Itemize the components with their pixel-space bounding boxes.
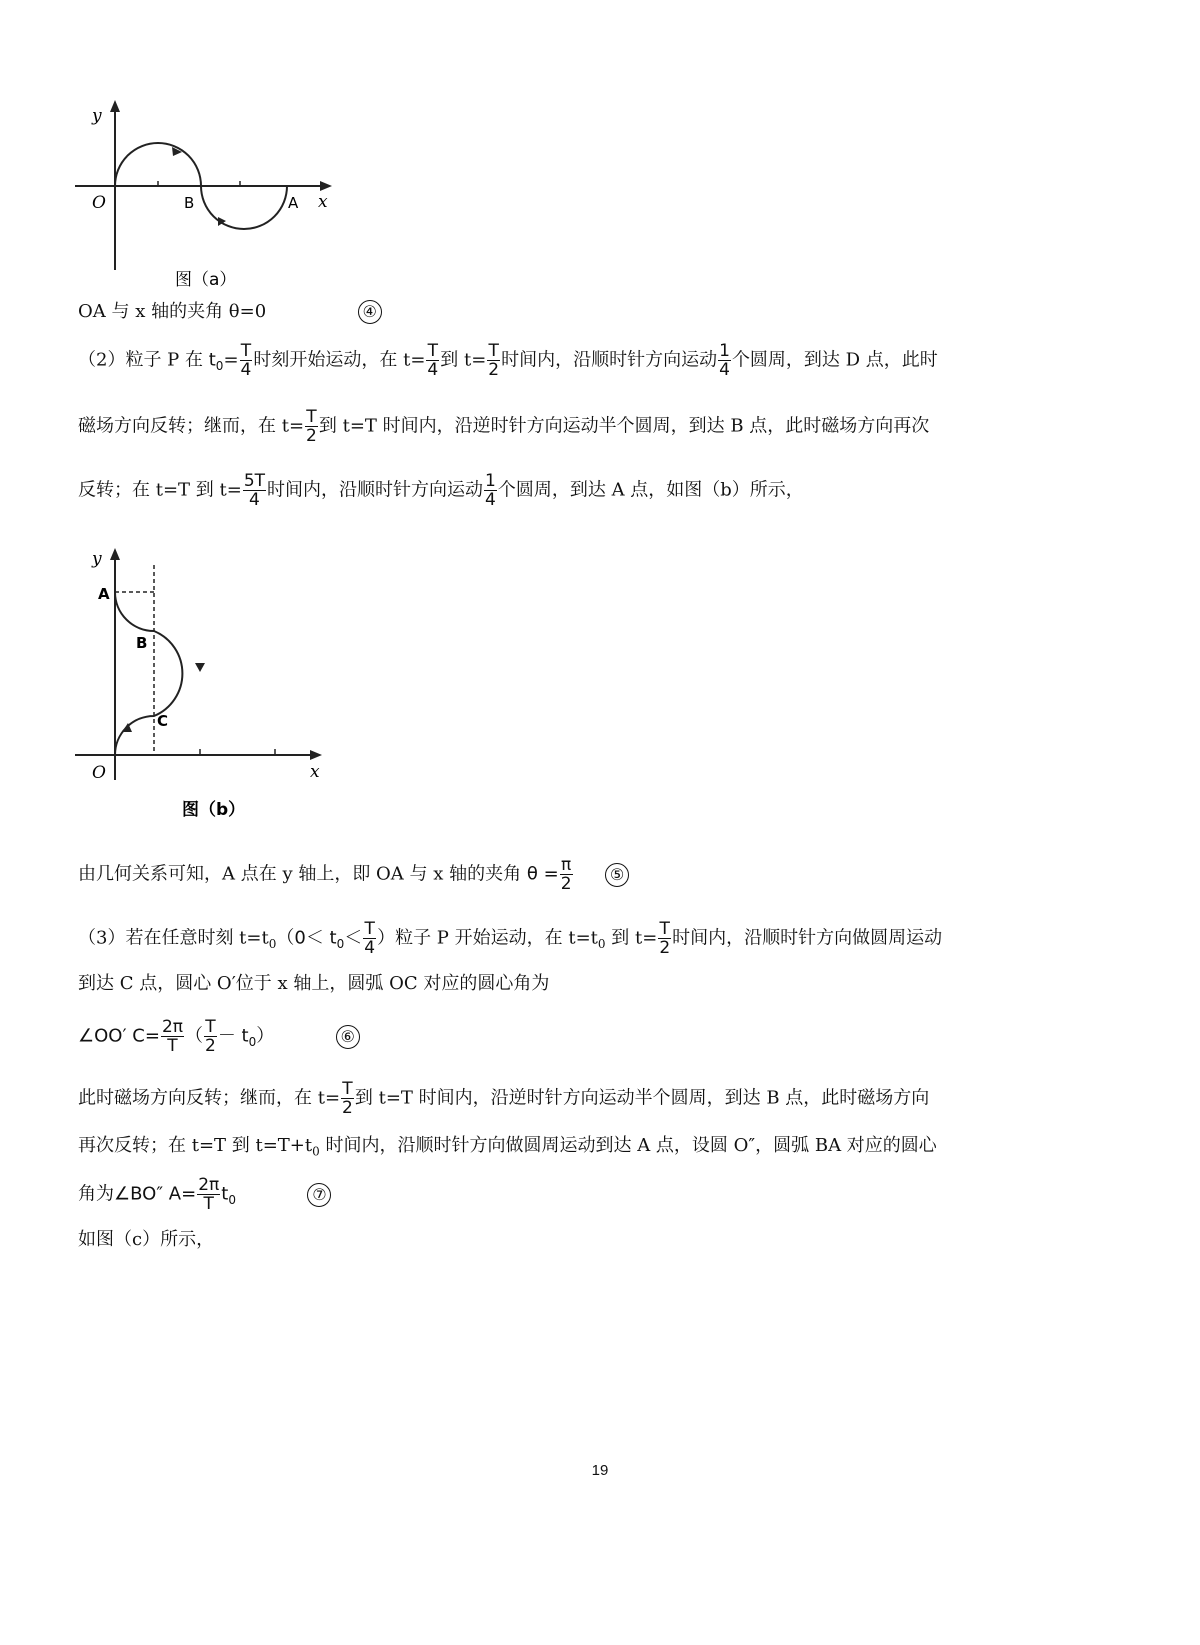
fraction-1-4-p4: $\frac{1}{4}$	[485, 471, 496, 510]
p8-s1: ∠OO′ C=	[78, 1025, 160, 1047]
equation-mark-5: ⑤	[605, 863, 629, 887]
p6-s5: 时间内，沿顺时针方向做圆周运动	[672, 927, 943, 949]
p2-s3: 到 t=	[440, 349, 487, 371]
p10-sub: 0	[312, 1144, 320, 1159]
fig-b-origin-label: O	[92, 763, 106, 783]
p2-s1: （2）粒子 P 在	[78, 349, 209, 371]
fig-a-caption: 图（a）	[175, 270, 237, 290]
fraction-1-4: $\frac{1}{4}$	[719, 341, 730, 380]
p6-ineq2: ＜	[344, 927, 363, 949]
p4-s2: 时间内，沿顺时针方向运动	[267, 479, 484, 501]
paragraph-3	[78, 408, 929, 445]
fig-a-x-label: x	[318, 192, 328, 212]
p12-text: 如图（c）所示，	[78, 1229, 215, 1250]
p6-s4: 到 t=	[605, 927, 658, 949]
p6-s1: （3）若在任意时刻 t=t	[78, 927, 269, 949]
fraction-t-4-b: $\frac{T}{4}$	[427, 341, 439, 380]
p8-s4: ）	[256, 1025, 275, 1047]
p8-sub: 0	[248, 1035, 257, 1050]
fraction-pi-2: $\frac{\pi}{2}$	[560, 855, 572, 894]
p6-s3: ）粒子 P 开始运动，在 t=t	[377, 927, 598, 949]
fraction-t-2-p9: $\frac{T}{2}$	[342, 1079, 353, 1118]
p8-s3: － t	[217, 1025, 249, 1047]
fig-a-origin-label: O	[92, 193, 106, 213]
p2-eq: =	[223, 349, 239, 371]
fig-a-y-label: y	[92, 106, 102, 126]
fig-b-point-c-label: C	[157, 712, 169, 730]
p6-ineq1: 0＜ t	[294, 927, 337, 949]
p6-sub2: 0	[597, 937, 606, 952]
p9-s2: 到 t=T 时间内，沿逆时针方向运动半个圆周，到达 B 点，此时磁场方向	[354, 1087, 930, 1109]
paragraph-10	[78, 1134, 937, 1164]
fraction-t-2: $\frac{T}{2}$	[488, 341, 500, 380]
p10-s2: 时间内，沿顺时针方向做圆周运动到达 A 点，设圆 O″，圆弧 BA 对应的圆心	[319, 1135, 937, 1156]
p5-s1: 由几何关系可知，A 点在 y 轴上，即 OA 与 x 轴的夹角	[78, 863, 527, 885]
p11-sub: 0	[228, 1193, 236, 1208]
p2-s4: 时间内，沿顺时针方向运动	[501, 349, 718, 371]
paragraph-12	[78, 1228, 214, 1252]
p4-s3: 个圆周，到达 A 点，如图（b）所示，	[497, 479, 804, 501]
paragraph-5	[78, 856, 629, 893]
fraction-2pi-t: $\frac{2\pi}{T}$	[161, 1017, 183, 1056]
p2-t0-sub: 0	[215, 359, 224, 374]
p3-s1: 磁场方向反转；继而，在 t=	[78, 415, 305, 437]
paragraph-1	[78, 300, 382, 324]
paragraph-2	[78, 342, 938, 379]
p6-isub: 0	[336, 937, 345, 952]
equation-mark-6: ⑥	[336, 1025, 360, 1049]
p2-t0: t	[208, 349, 216, 371]
figure-b	[70, 540, 340, 830]
p3-s2: 到 t=T 时间内，沿逆时针方向运动半个圆周，到达 B 点，此时磁场方向再次	[318, 415, 930, 437]
paragraph-9	[78, 1080, 929, 1117]
page-number: 19	[591, 1462, 609, 1479]
fig-a-point-a-label: A	[288, 194, 299, 212]
p6-sub: 0	[268, 937, 277, 952]
p11-s2: ∠BO″ A=	[114, 1183, 197, 1205]
paragraph-11	[78, 1176, 331, 1213]
paragraph-7	[78, 972, 549, 996]
equation-mark-7: ⑦	[307, 1183, 331, 1207]
fraction-2pi-t-p11: $\frac{2\pi}{T}$	[198, 1175, 220, 1214]
p11-s3: t	[221, 1183, 229, 1205]
fig-b-y-label: y	[92, 549, 102, 569]
fraction-t-4-p6: $\frac{T}{4}$	[364, 919, 376, 958]
p7-text: 到达 C 点，圆心 O′位于 x 轴上，圆弧 OC 对应的圆心角为	[78, 973, 550, 994]
figure-a-diagram	[70, 95, 350, 295]
p6-s2: （	[276, 927, 295, 949]
paragraph-6	[78, 920, 942, 957]
fig-b-point-a-label: A	[98, 585, 110, 603]
figure-b-diagram	[70, 540, 340, 830]
p9-s1: 此时磁场方向反转；继而，在 t=	[78, 1087, 341, 1109]
fig-b-x-label: x	[310, 762, 320, 782]
fig-b-point-b-label: B	[136, 634, 148, 652]
p1-text: OA 与 x 轴的夹角 θ=0	[78, 301, 267, 322]
fig-a-point-b-label: B	[184, 194, 195, 212]
fraction-t-2-p6: $\frac{T}{2}$	[659, 919, 671, 958]
p2-s2: 时刻开始运动，在 t=	[253, 349, 426, 371]
fraction-t-2-p8: $\frac{T}{2}$	[205, 1017, 216, 1056]
paragraph-4	[78, 472, 804, 509]
p8-s2: （	[185, 1025, 203, 1047]
p4-s1: 反转；在 t=T 到 t=	[78, 479, 242, 501]
p10-s1: 再次反转；在 t=T 到 t=T+t	[78, 1135, 313, 1156]
figure-a	[70, 95, 350, 295]
equation-mark-4: ④	[358, 300, 382, 324]
fig-b-caption: 图（b）	[182, 800, 246, 820]
p11-s1: 角为	[78, 1183, 114, 1205]
fraction-t-2-p3: $\frac{T}{2}$	[306, 407, 317, 446]
paragraph-8	[78, 1018, 360, 1055]
fraction-t-4: $\frac{T}{4}$	[240, 341, 252, 380]
p5-theta: θ =	[526, 863, 559, 885]
p2-s5: 个圆周，到达 D 点，此时	[731, 349, 938, 371]
fraction-5t-4: $\frac{5T}{4}$	[243, 471, 266, 510]
